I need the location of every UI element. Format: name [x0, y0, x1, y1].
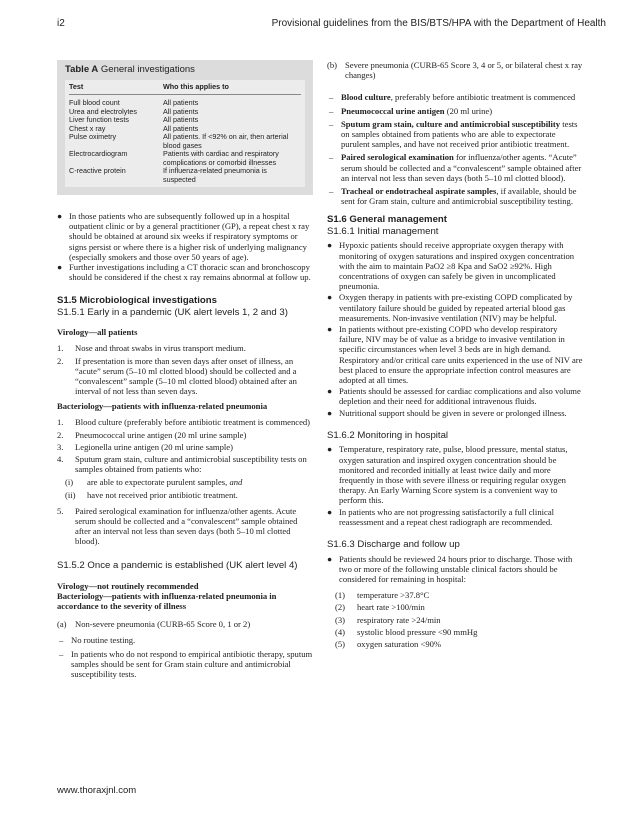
list-item: ● Patients should be reviewed 24 hours prior to discharge. Those with two or more of the following unstable clinical factors should be considered for remaining in hospital:: [327, 553, 573, 584]
bullet-icon: ●: [327, 506, 333, 517]
list-item: ● Oxygen therapy in patients with pre-existing COPD complicated by ventilatory failure should be guided by repeated arterial blood gas measurements. Non-invasive ventilation (NIV) may be helpful.: [327, 292, 573, 323]
virology-list: [57, 343, 313, 396]
cell-test: C-reactive protein: [69, 166, 126, 175]
dash-icon: –: [329, 186, 334, 197]
list-item: 4. Sputum gram stain, culture and antimicrobial susceptibility tests on samples obtained from patients who:: [57, 454, 307, 475]
list-item: – Sputum gram stain, culture and antimicrobial susceptibility tests on samples obtained from patients who are able to expectorate purulent samples, and have not received prior antibiotic treatment.: [329, 118, 578, 150]
left-column: [57, 60, 313, 682]
page-number: i2: [57, 18, 65, 29]
list-item: (2) heart rate >100/min: [335, 602, 425, 613]
table-header-row: [69, 83, 301, 96]
cell-applies: Patients with cardiac and respiratory complications or comorbid illnesses: [163, 149, 279, 167]
table-a: [57, 60, 313, 195]
list-item: – Paired serological examination for influenza/other agents. “Acute” serum should be collected and a “convalescent” sample obtained after an interval not less than seven days (both 5–10 ml clotted blood).: [329, 152, 582, 183]
dash-icon: –: [329, 105, 334, 116]
list-item: – Blood culture, preferably before antibiotic treatment is commenced: [329, 92, 576, 103]
dash-icon: –: [59, 648, 64, 659]
table-row: [69, 167, 301, 184]
cell-test: Chest x ray: [69, 123, 106, 133]
section-s163-heading: S1.6.3 Discharge and follow up: [327, 539, 460, 551]
bacteriology-heading: Bacteriology—patients with influenza-related pneumonia: [57, 401, 268, 412]
footer-url: www.thoraxjnl.com: [57, 785, 137, 796]
list-item: 5. Paired serological examination for influenza/other agents. Acute serum should be collected and a “convalescent” sample obtained after an interval not less than seven days (both 5–10 ml clotted blood).: [57, 505, 298, 547]
dash-icon: –: [59, 635, 64, 646]
bacteriology2-heading: Bacteriology—patients with influenza-related pneumonia in accordance to the severity of illness: [57, 591, 277, 612]
s161-bullets: [327, 240, 583, 417]
bacteriology-item5: [57, 506, 313, 547]
item-b: (b) Severe pneumonia (CURB-65 Score 3, 4 or 5, or bilateral chest x ray changes): [327, 60, 583, 81]
list-item: – Tracheal or endotracheal aspirate samples, if available, should be sent for Gram stain, culture and antimicrobial susceptibility testing.: [329, 186, 577, 207]
dash-icon: –: [329, 152, 334, 163]
list-item: (5) oxygen saturation <90%: [335, 638, 442, 649]
virology2-heading: Virology—not routinely recommended: [57, 581, 199, 592]
bullet-icon: ●: [327, 553, 333, 564]
list-item: 3. Legionella urine antigen (20 ml urine sample): [57, 441, 233, 452]
list-item: 2. Pneumococcal urine antigen (20 ml urine sample): [57, 429, 247, 440]
cell-applies: All patients: [163, 98, 199, 107]
list-item: ● In patients without pre-existing COPD who develop respiratory failure, NIV may be of value as a bridge to invasive ventilation in specific circumstances when level 3 beds are in high demand. Respiratory and/or critical care units experienced in the use of NIV are best placed to ensure the appropriate infection control measures are adopted at all times.: [327, 324, 583, 386]
list-item: ● In patients who are not progressing satisfactorily a full clinical reassessment and a repeat chest radiograph are recommended.: [327, 506, 555, 527]
bullet-icon: ●: [327, 240, 333, 251]
discharge-criteria-list: [335, 590, 583, 649]
section-s15-heading: S1.5 Microbiological investigations: [57, 295, 217, 307]
section-s16-heading: S1.6 General management: [327, 214, 447, 226]
table-title: Table A General investigations: [65, 64, 195, 75]
list-item: (ii) have not received prior antibiotic treatment.: [65, 489, 238, 500]
list-item: 1. Blood culture (preferably before antibiotic treatment is commenced): [57, 417, 311, 428]
table-row: [69, 133, 301, 150]
list-item: ● Nutritional support should be given in severe or prolonged illness.: [327, 407, 567, 418]
right-column: [327, 60, 583, 652]
bullet-icon: ●: [57, 211, 63, 221]
col-header-test: Test: [69, 81, 84, 91]
section-s162-heading: S1.6.2 Monitoring in hospital: [327, 429, 449, 441]
list-item: ● In those patients who are subsequently followed up in a hospital outpatient clinic or by a general practitioner (GP), a repeat chest x ray should be obtained at around six weeks if respiratory symptoms or signs persist or where there is a higher risk of underlying malignancy (especially smokers and those over 50 years of age).: [57, 211, 310, 262]
s162-bullets: [327, 444, 583, 527]
list-item: ● Hypoxic patients should receive appropriate oxygen therapy with monitoring of oxygen saturations and inspired oxygen concentration with the aim to maintain PaO2 ≥8 Kpa and SaO2 ≥92%. High concentrations of oxygen can safely be given in uncomplicated pneumonia.: [327, 240, 575, 292]
cell-applies: All patients: [163, 106, 199, 116]
followup-bullets: [57, 211, 313, 282]
list-item: – Pneumococcal urine antigen (20 ml urine): [329, 105, 493, 116]
cell-test: Urea and electrolytes: [69, 106, 137, 116]
s163-bullets: [327, 554, 583, 585]
item-a-dashes: [57, 635, 313, 679]
list-item: (4) systolic blood pressure <90 mmHg: [335, 626, 478, 637]
cell-test: Full blood count: [69, 98, 120, 107]
cell-applies: If influenza-related pneumonia is suspected: [163, 166, 267, 184]
bacteriology-list: [57, 417, 313, 474]
cell-applies: All patients: [163, 115, 199, 124]
dash-icon: –: [329, 118, 334, 129]
bullet-icon: ●: [327, 386, 333, 397]
list-item: (1) temperature >37.8°C: [335, 590, 430, 601]
cell-test: Pulse oximetry: [69, 132, 117, 141]
section-s161-heading: S1.6.1 Initial management: [327, 225, 439, 237]
sputum-sub-list: [65, 477, 313, 499]
list-item: (3) respiratory rate >24/min: [335, 614, 441, 625]
bullet-icon: ●: [327, 324, 333, 335]
section-s151-heading: S1.5.1 Early in a pandemic (UK alert levels 1, 2 and 3): [57, 306, 288, 318]
dash-icon: –: [329, 92, 334, 103]
section-s152-heading: S1.5.2 Once a pandemic is established (UK alert level 4): [57, 559, 298, 571]
item-b-dashes: [327, 92, 583, 206]
list-item: 1. Nose and throat swabs in virus transport medium.: [57, 343, 246, 354]
cell-test: Electrocardiogram: [69, 149, 128, 158]
list-item: ● Further investigations including a CT thoracic scan and bronchoscopy should be considered if the chest x ray remains abnormal at follow up.: [57, 262, 311, 283]
list-item: 2. If presentation is more than seven days after onset of illness, an “acute” serum (5–10 ml clotted blood) should be collected and a “convalescent” sample (5–10 ml clotted blood) obtained after an interval of not less than seven days.: [57, 355, 297, 397]
bullet-icon: ●: [57, 262, 63, 273]
list-item: – No routine testing.: [59, 635, 136, 646]
table-row: [69, 150, 301, 167]
bullet-icon: ●: [327, 292, 333, 303]
list-item: ● Temperature, respiratory rate, pulse, blood pressure, mental status, oxygen saturation and inspired oxygen concentration should be monitored and recorded initially at least twice daily and more frequently in those with severe illness or requiring regular oxygen therapy. An Early Warning Score system is a convenient way to perform this.: [327, 444, 568, 506]
virology-heading: Virology—all patients: [57, 327, 138, 338]
list-item: ● Patients should be assessed for cardiac complications and also volume depletion and their need for additional intravenous fluids.: [327, 386, 581, 407]
cell-applies: All patients. If <92% on air, then arterial blood gases: [163, 132, 289, 150]
cell-test: Liver function tests: [69, 115, 129, 124]
bullet-icon: ●: [327, 407, 333, 418]
list-item: (i) are able to expectorate purulent samples, and: [65, 477, 243, 488]
col-header-applies: Who this applies to: [163, 81, 229, 91]
item-a: (a) Non-severe pneumonia (CURB-65 Score 0, 1 or 2): [57, 619, 251, 630]
bullet-icon: ●: [327, 444, 333, 455]
cell-applies: All patients: [163, 123, 199, 133]
list-item: – In patients who do not respond to empirical antibiotic therapy, sputum samples should be sent for Gram stain culture and antimicrobial susceptibility tests.: [59, 648, 313, 679]
running-header: Provisional guidelines from the BIS/BTS/HPA with the Department of Health: [271, 18, 606, 29]
